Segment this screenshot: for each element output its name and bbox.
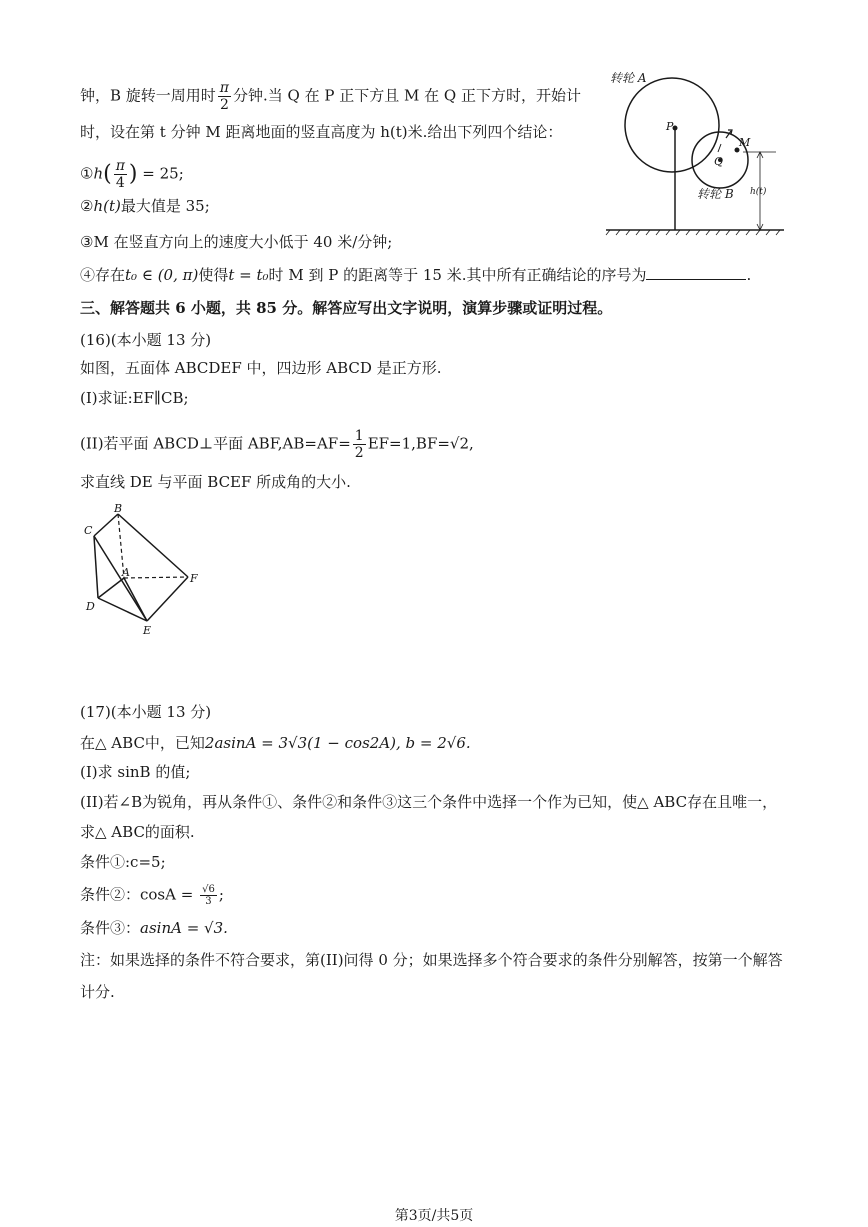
page-number: 第3页/共5页 [394, 1208, 474, 1224]
label-h: h(t) [750, 187, 767, 197]
p17-part2-line2: 求△ ABC的面积. [80, 823, 195, 841]
label-m: M [739, 136, 751, 149]
p15-conclusion-1: ①h( $\frac{\pi}{4}$ ) = 25; [80, 158, 184, 191]
pentahedron-figure [80, 500, 210, 640]
ferris-wheel-figure [600, 66, 790, 238]
p15-conclusion-4: ④存在t₀ ∈ (0, π)使得t = t₀时 M 到 P 的距离等于 15 米.其中所有正确结论的序号为 . [80, 266, 752, 284]
label-p: P [666, 120, 674, 133]
p15-pi-over-4: $\frac{\pi}{4}$ [115, 158, 125, 191]
p17-given: 在△ ABC中，已知2asinA = 3√3(1 − cos2A), b = 2√6. [80, 734, 471, 752]
label-e: E [143, 624, 152, 637]
p17-note-line1: 注：如果选择的条件不符合要求，第(II)问得 0 分；如果选择多个符合要求的条件分别解答，按第一个解答 [80, 951, 783, 969]
p16-part1: (I)求证:EF∥CB; [80, 389, 189, 407]
p17-header: (17)(本小题 13 分) [80, 703, 212, 721]
label-wheel-b: 转轮 B [697, 187, 734, 201]
p17-note-line2: 计分. [80, 983, 115, 1001]
label-wheel-a: 转轮 A [610, 71, 647, 85]
p17-part2-line1: (II)若∠B为锐角，再从条件①、条件②和条件③这三个条件中选择一个作为已知，使△ ABC存在且唯一， [80, 793, 778, 811]
p15-line1-text-a: 钟，B 旋转一周用时 [80, 86, 216, 105]
label-q: Q [714, 155, 724, 168]
p17-part1: (I)求 sinB 的值; [80, 763, 191, 781]
p16-intro: 如图，五面体 ABCDEF 中，四边形 ABCD 是正方形. [80, 359, 442, 377]
p15-conclusion-2: ②h(t)最大值是 35; [80, 197, 210, 215]
p15-pi-over-2: $\frac{\pi}{2}$ [219, 80, 229, 113]
p15-line1-text-b: 分钟.当 Q 在 P 正下方且 M 在 Q 正下方时，开始计 [233, 86, 581, 105]
p17-condition-3: 条件③：asinA = √3. [80, 919, 228, 937]
label-a: A [122, 566, 130, 579]
p16-header: (16)(本小题 13 分) [80, 331, 212, 349]
p16-part2-question: 求直线 DE 与平面 BCEF 所成角的大小. [80, 473, 351, 491]
p15-line1 [80, 80, 581, 113]
p15-conclusion-3: ③M 在竖直方向上的速度大小低于 40 米/分钟; [80, 233, 393, 251]
label-c: C [84, 524, 93, 537]
p17-sqrt6-over-3: $\frac{√6}{3}$ [202, 884, 215, 907]
section-3-heading: 三、解答题共 6 小题，共 85 分。解答应写出文字说明，演算步骤或证明过程。 [80, 299, 613, 317]
p16-part2: (II)若平面 ABCD⊥平面 ABF,AB=AF= $\frac{1}{2}$ EF=1,BF=√2, [80, 428, 474, 461]
answer-blank [646, 265, 746, 280]
p16-one-half: $\frac{1}{2}$ [354, 428, 364, 461]
label-d: D [86, 600, 95, 613]
label-f: F [190, 572, 198, 585]
label-b: B [114, 502, 123, 515]
p17-condition-2: 条件②：cosA = $\frac{√6}{3}$ ; [80, 884, 224, 907]
p17-condition-1: 条件①:c=5; [80, 853, 166, 871]
p15-line2: 时，设在第 t 分钟 M 距离地面的竖直高度为 h(t)米.给出下列四个结论： [80, 123, 563, 141]
